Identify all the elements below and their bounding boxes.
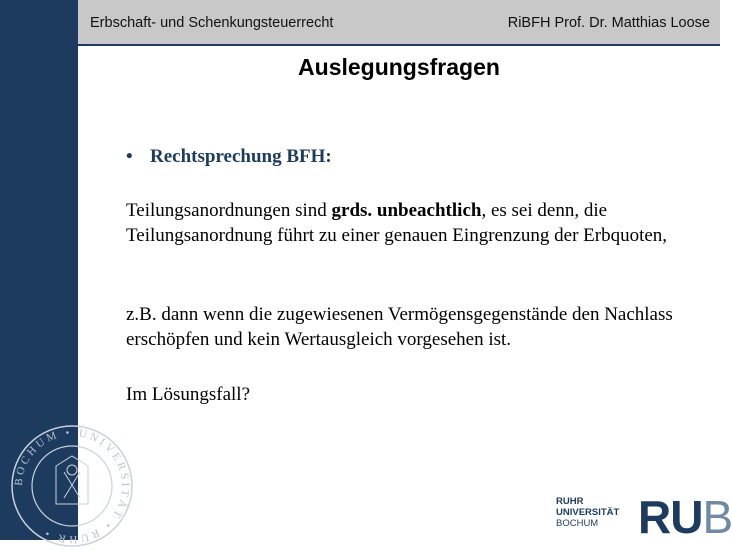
rub-logo-tail: B — [702, 491, 732, 543]
paragraph-1-pre: Teilungsanordnungen sind — [126, 200, 332, 221]
ruhr-logo-line3: BOCHUM — [556, 518, 599, 529]
paragraph-1-bold: grds. unbeachtlich — [331, 200, 482, 221]
paragraph-3: Im Lösungsfall? — [126, 384, 251, 405]
bullet-text: Rechtsprechung BFH: — [150, 146, 332, 167]
svg-text:BOCHUM • UNIVERSITÄT • RUHR •: BOCHUM • UNIVERSITÄT • RUHR • — [12, 426, 132, 546]
ruhr-logo-line1: RUHR — [556, 496, 584, 507]
paragraph-1-post: , es sei denn, die Teilungsanordnung führt zu einer genauen Eingrenzung der Erbquoten, — [126, 200, 668, 246]
ruhr-logo-line2: UNIVERSITÄT — [556, 507, 620, 518]
bullet-dot-icon: • — [126, 146, 133, 167]
ruhr-universitaet-logo — [556, 496, 619, 529]
header-author: RiBFH Prof. Dr. Matthias Loose — [507, 15, 710, 31]
paragraph-2: z.B. dann wenn die zugewiesenen Vermögensgegenstände den Nachlass erschöpfen und kein Wertausgleich vorgesehen ist. — [126, 304, 673, 350]
rub-logo — [638, 491, 732, 543]
bullet-item — [126, 146, 332, 168]
slide-title: Auslegungsfragen — [298, 54, 500, 80]
header-course-title: Erbschaft- und Schenkungsteuerrecht — [90, 15, 334, 31]
rub-logo-main: RU — [638, 491, 703, 543]
header-divider — [78, 44, 720, 46]
university-seal-logo — [8, 422, 136, 550]
paragraph-1 — [126, 198, 696, 248]
